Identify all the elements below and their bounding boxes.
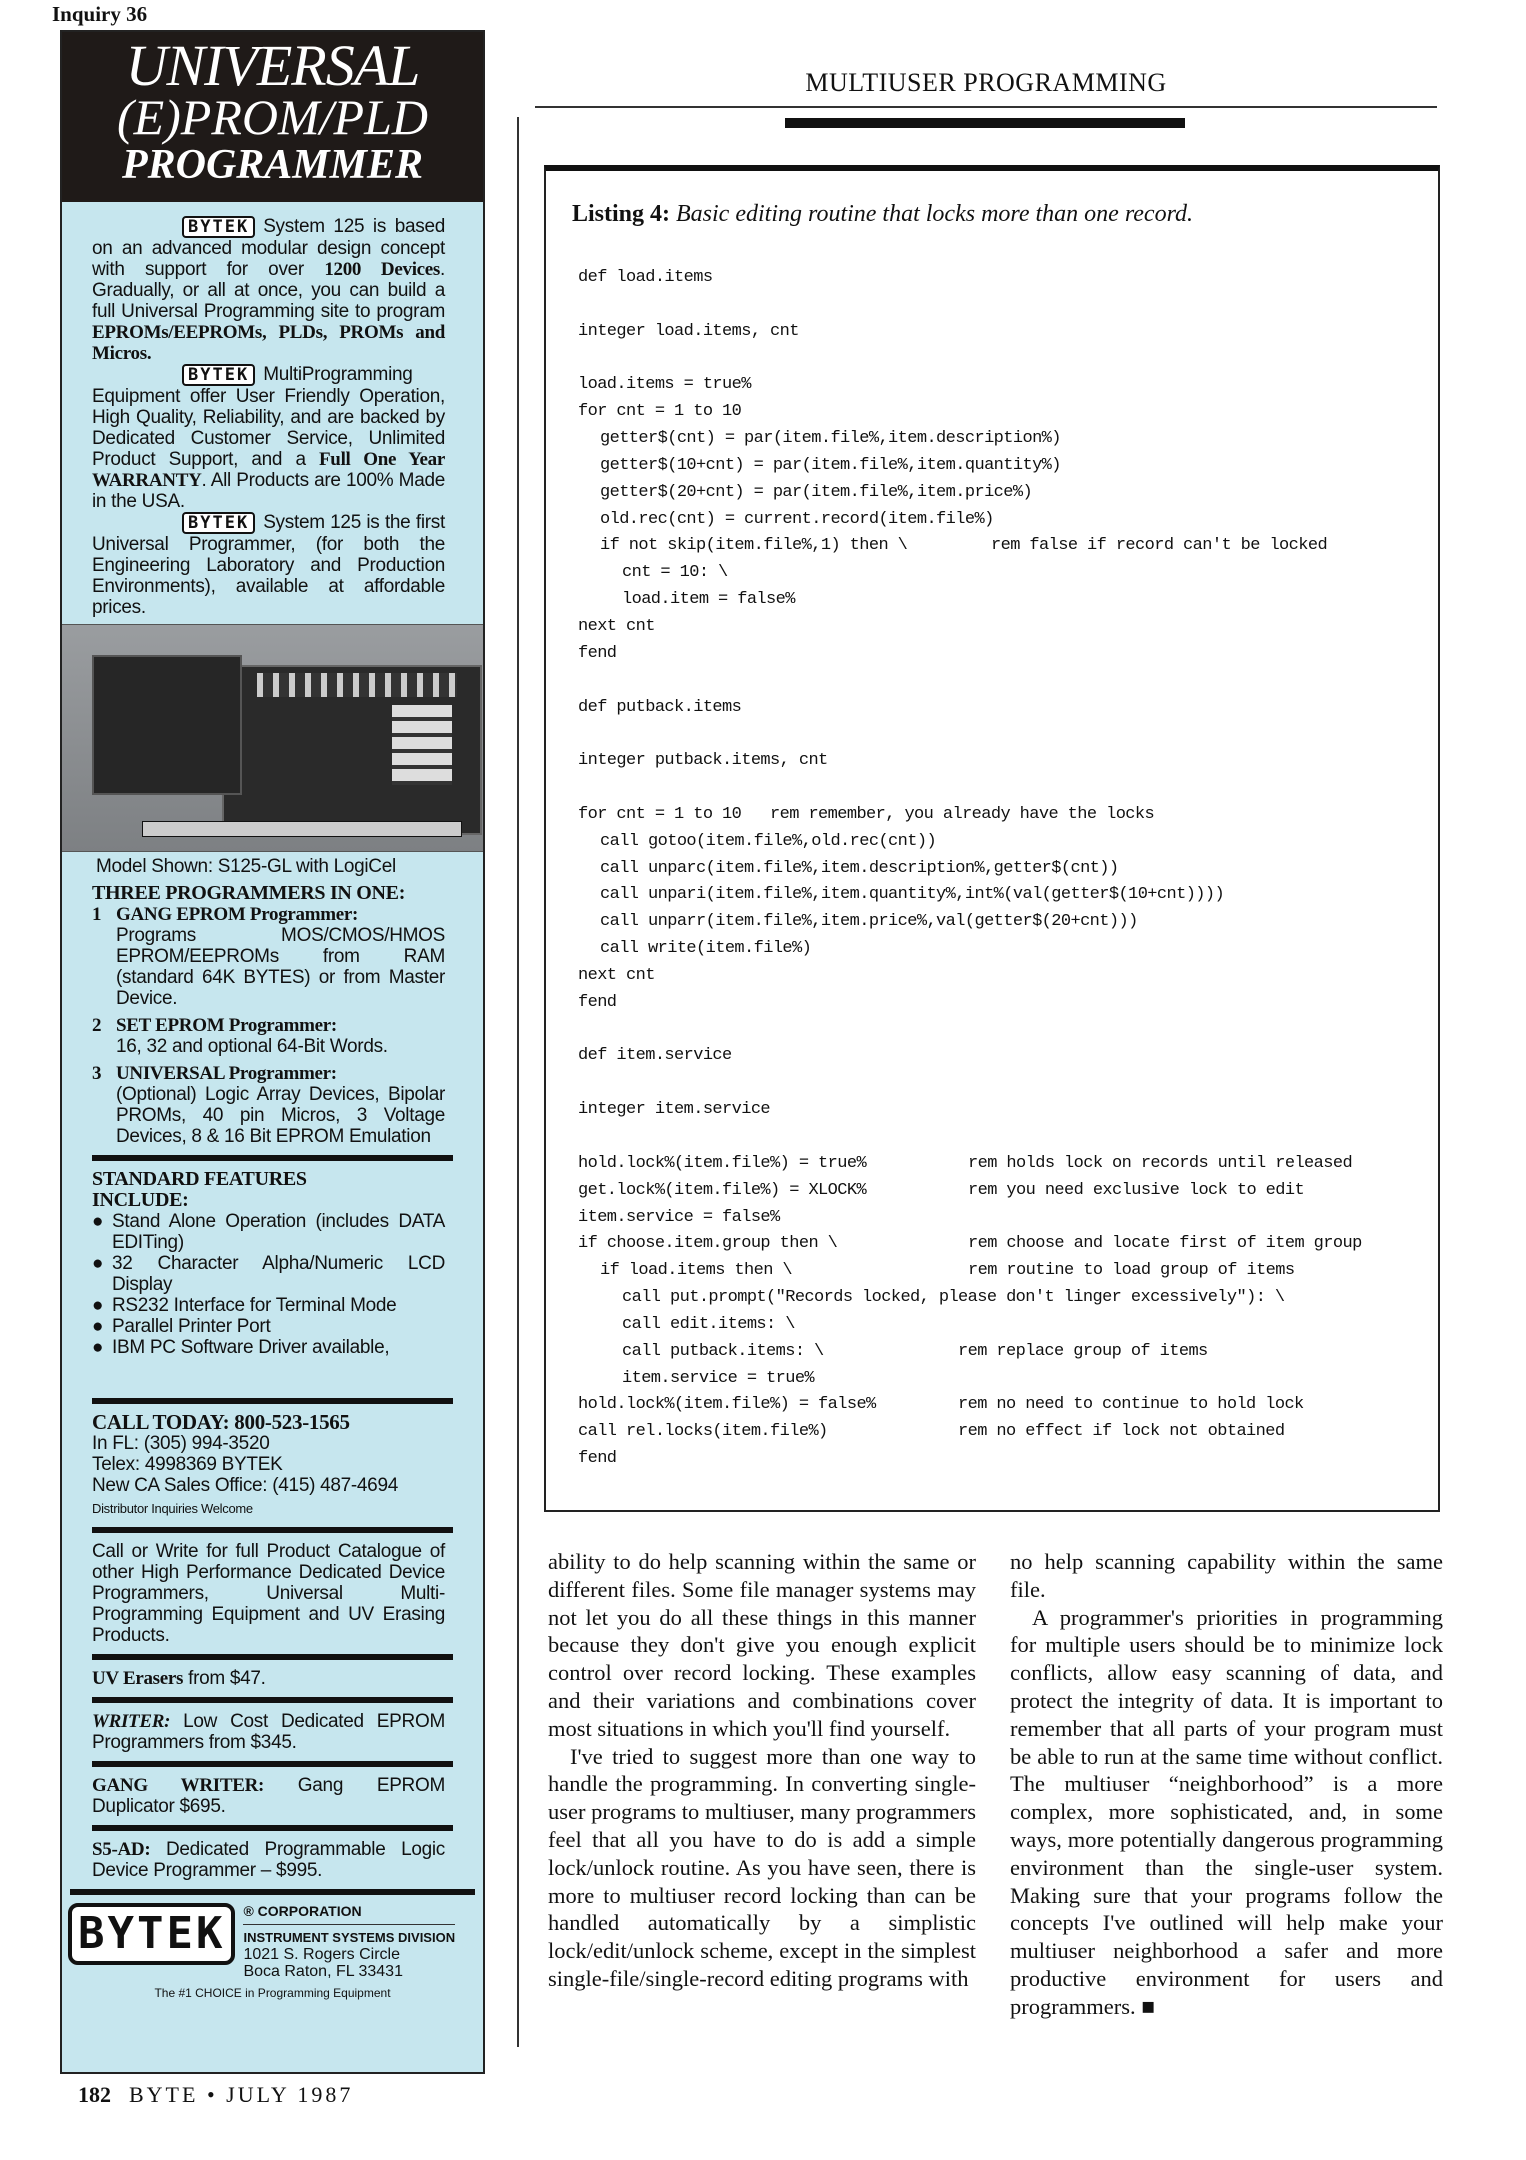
magazine-issue: BYTE • JULY 1987 xyxy=(129,2082,354,2107)
divider xyxy=(92,1697,453,1703)
feature-item xyxy=(92,1295,445,1316)
bytek-advertisement xyxy=(60,30,485,2074)
bullet-icon: ● xyxy=(92,1337,104,1358)
product-item xyxy=(62,1668,483,1689)
code-text: if load.items then \ xyxy=(600,1261,793,1281)
code-text: next cnt xyxy=(578,616,655,636)
code-text: call rel.locks(item.file%) xyxy=(578,1422,828,1442)
bytek-logo-small: BYTEK xyxy=(182,512,255,534)
product-photo xyxy=(62,624,483,852)
code-line xyxy=(578,560,1285,587)
product-item xyxy=(62,1839,483,1881)
code-text: fend xyxy=(578,1449,617,1469)
code-line xyxy=(578,1312,1285,1339)
code-text: call gotoo(item.file%,old.rec(cnt)) xyxy=(600,831,937,851)
code-line xyxy=(578,1043,1285,1070)
code-text: item.service = false% xyxy=(578,1207,780,1227)
code-line xyxy=(578,963,1285,990)
running-head: MULTIUSER PROGRAMMING xyxy=(805,68,1167,97)
code-line xyxy=(578,426,1285,453)
code-comment: rem replace group of items xyxy=(958,1341,1208,1361)
product-desc: Dedicated Programmable Logic Device Programmer – $995. xyxy=(92,1839,445,1881)
inquiry-number: Inquiry 36 xyxy=(52,2,148,26)
code-line xyxy=(578,748,1285,775)
code-line xyxy=(578,614,1285,641)
ad-headline xyxy=(62,32,483,202)
code-line xyxy=(578,775,1285,802)
code-text: getter$(10+cnt) = par(item.file%,item.quantity%) xyxy=(600,455,1061,475)
code-line xyxy=(578,641,1285,668)
headline-line: PROGRAMMER xyxy=(121,142,424,188)
contact-line: In FL: (305) 994-3520 xyxy=(92,1433,270,1454)
code-line xyxy=(578,1070,1285,1097)
contact-block xyxy=(62,1412,483,1519)
code-line xyxy=(578,721,1285,748)
code-text: for cnt = 1 to 10 xyxy=(578,402,742,422)
bullet-icon: ● xyxy=(92,1211,104,1232)
code-comment: rem false if record can't be locked xyxy=(991,536,1328,556)
code-line xyxy=(578,453,1285,480)
code-line xyxy=(578,1285,1285,1312)
divider xyxy=(92,1825,453,1831)
code-line xyxy=(578,1124,1285,1151)
code-line xyxy=(578,1339,1285,1366)
feature-text: RS232 Interface for Terminal Mode xyxy=(112,1295,397,1316)
code-line xyxy=(578,1205,1285,1232)
divider xyxy=(92,1654,453,1660)
code-line xyxy=(578,1419,1285,1446)
feature-item xyxy=(92,1253,445,1295)
bullet-icon: ● xyxy=(92,1253,104,1274)
item-number: 1 xyxy=(92,904,102,925)
listing-title: Listing 4: Basic editing routine that locks more than one record. xyxy=(572,201,1194,227)
bullet-icon: ● xyxy=(92,1295,104,1316)
product-item xyxy=(62,1711,483,1753)
code-line xyxy=(578,399,1285,426)
code-line xyxy=(578,507,1285,534)
model-caption: Model Shown: S125-GL with LogiCel xyxy=(96,856,396,877)
code-line xyxy=(578,1258,1295,1285)
page-number: 182 xyxy=(78,2082,111,2107)
divider xyxy=(92,1155,453,1161)
feature-item xyxy=(92,1337,445,1358)
product-desc: Gang EPROM Duplicator $695. xyxy=(92,1775,445,1817)
code-text: call put.prompt("Records locked, please don't linger excessively"): \ xyxy=(622,1288,1285,1308)
feature-text: IBM PC Software Driver available, xyxy=(112,1337,390,1358)
code-line xyxy=(578,1151,1353,1178)
code-text: getter$(20+cnt) = par(item.file%,item.price%) xyxy=(600,482,1033,502)
code-line xyxy=(578,265,1285,292)
body-paragraph: ability to do help scanning within the same or different files. Some file manager systems may not let you do all these things in this manner because they don't give you enough explicit control over record locking. These examples and their variations and combinations cover most situations in which you'll find yourself. xyxy=(548,1549,976,1741)
divider xyxy=(92,1761,453,1767)
code-text: for cnt = 1 to 10 rem remember, you already have the locks xyxy=(578,804,1155,824)
catalogue-text: Call or Write for full Product Catalogue of other High Performance Dedicated Device Programmers, Universal Multi-Programming Equipment and UV Erasing Products. xyxy=(92,1541,445,1646)
product-desc: Low Cost Dedicated EPROM Programmers from $345. xyxy=(92,1711,445,1753)
code-line xyxy=(578,533,1328,560)
code-text: integer load.items, cnt xyxy=(578,321,799,341)
code-line xyxy=(578,668,1285,695)
code-text: def item.service xyxy=(578,1046,732,1066)
code-line xyxy=(578,319,1285,346)
corporation-label: ® CORPORATION xyxy=(243,1903,362,1919)
headline-line: UNIVERSAL xyxy=(125,33,420,98)
header-rule xyxy=(535,106,1437,108)
code-comment: rem routine to load group of items xyxy=(968,1261,1295,1281)
code-comment: rem holds lock on records until released xyxy=(968,1153,1353,1173)
code-line xyxy=(578,1366,1285,1393)
body-paragraph: I've tried to suggest more than one way to handle the programming. In converting single-user programs to multiuser, many programmers feel that all you have to do is add a simple lock/unlock routine. As you have seen, there is more to multiuser record locking than can be handled automatically by a simplistic lock/edit/unlock scheme, except in the simplest single-file/single-record editing programs with xyxy=(548,1743,976,1991)
code-line xyxy=(578,990,1285,1017)
code-line xyxy=(578,695,1285,722)
code-text: getter$(cnt) = par(item.file%,item.description%) xyxy=(600,429,1061,449)
product-desc: from $47. xyxy=(183,1668,266,1689)
code-text: call edit.items: \ xyxy=(622,1314,795,1334)
product-name: GANG WRITER: xyxy=(92,1775,265,1796)
ad-paragraph-1: BYTEK System 125 is based on an advanced modular design concept with support for over 1200 Devices. Gradually, or all at once, you can build a full Universal Programming site to program EPROMs/EEPROMs, PLDs, PROMs and Micros. xyxy=(92,216,446,364)
features-title: STANDARD FEATURES INCLUDE: xyxy=(92,1168,307,1211)
code-text: next cnt xyxy=(578,965,655,985)
code-text: if choose.item.group then \ xyxy=(578,1234,838,1254)
item-body xyxy=(116,904,445,1009)
bytek-logo-small: BYTEK xyxy=(182,364,255,386)
product-item xyxy=(62,1775,483,1817)
call-today: CALL TODAY: 800-523-1565 xyxy=(92,1410,350,1434)
code-text: load.item = false% xyxy=(622,590,795,610)
product-name: S5-AD: xyxy=(92,1839,151,1860)
body-paragraph: no help scanning capability within the same file. xyxy=(1010,1549,1443,1602)
code-line xyxy=(578,1178,1305,1205)
code-text: hold.lock%(item.file%) = false% xyxy=(578,1395,876,1415)
code-text: call unpari(item.file%,item.quantity%,int%(val(getter$(10+cnt)))) xyxy=(600,885,1225,905)
feature-text: Stand Alone Operation (includes DATA EDITing) xyxy=(112,1211,445,1253)
feature-item xyxy=(92,1316,445,1337)
code-line xyxy=(578,1392,1304,1419)
code-text: item.service = true% xyxy=(622,1368,815,1388)
divider xyxy=(92,1527,453,1533)
product-list xyxy=(62,1654,483,1881)
code-line xyxy=(578,346,1285,373)
code-text: cnt = 10: \ xyxy=(622,563,728,583)
item-title: UNIVERSAL Programmer: xyxy=(116,1063,337,1084)
code-comment: rem choose and locate first of item group xyxy=(968,1234,1362,1254)
division-label: INSTRUMENT SYSTEMS DIVISION xyxy=(243,1924,455,1946)
bytek-logo: BYTEK xyxy=(68,1903,235,1965)
body-column-2 xyxy=(1010,1548,1443,2021)
product-name: UV Erasers xyxy=(92,1668,184,1689)
page-footer xyxy=(78,2082,353,2108)
code-text: load.items = true% xyxy=(578,375,751,395)
programmer-item xyxy=(92,1015,445,1057)
item-title: SET EPROM Programmer: xyxy=(116,1015,337,1036)
code-line xyxy=(578,856,1285,883)
item-body xyxy=(116,1015,388,1057)
code-text: call putback.items: \ xyxy=(622,1341,824,1361)
feature-text: 32 Character Alpha/Numeric LCD Display xyxy=(112,1253,445,1295)
code-line xyxy=(578,1097,1285,1124)
item-title: GANG EPROM Programmer: xyxy=(116,904,359,925)
code-line xyxy=(578,909,1285,936)
three-programmers-title: THREE PROGRAMMERS IN ONE: xyxy=(92,882,406,904)
body-paragraph: A programmer's priorities in programming for multiple users should be to minimize lock conflicts, allow easy scanning of data, and protect the integrity of data. It is important to remember that all parts of your program must be able to run at the same time without conflict. The multiuser “neighborhood” is a more complex, more sophisticated, and, in some ways, more potentially dangerous programming environment than the single-user system. Making sure that your programs follow the concepts I've outlined will help make your multiuser neighborhood a safer and more productive environment for users and programmers. ■ xyxy=(1010,1604,1443,2019)
code-line xyxy=(578,936,1285,963)
code-text: def load.items xyxy=(578,268,713,287)
address-line: 1021 S. Rogers Circle xyxy=(243,1946,400,1963)
tagline: The #1 CHOICE in Programming Equipment xyxy=(154,1986,391,2000)
contact-line: Telex: 4998369 BYTEK xyxy=(92,1454,283,1475)
bytek-corporate-block xyxy=(62,1895,483,1980)
item-number: 2 xyxy=(92,1015,102,1036)
code-line xyxy=(578,1446,1285,1473)
code-line xyxy=(578,480,1285,507)
feature-item xyxy=(92,1211,445,1253)
code-text: call write(item.file%) xyxy=(600,939,812,959)
product-name: WRITER: xyxy=(92,1711,171,1732)
code-text: hold.lock%(item.file%) = true% xyxy=(578,1153,867,1173)
code-text: fend xyxy=(578,643,617,663)
column-rule xyxy=(517,117,519,2047)
code-line xyxy=(578,372,1285,399)
code-line xyxy=(578,829,1285,856)
item-desc: 16, 32 and optional 64-Bit Words. xyxy=(116,1036,388,1057)
code-comment: rem no need to continue to hold lock xyxy=(958,1395,1304,1415)
code-text: if not skip(item.file%,1) then \ xyxy=(600,536,908,556)
item-desc: Programs MOS/CMOS/HMOS EPROM/EEPROMs from RAM (standard 64K BYTES) or from Master Device. xyxy=(116,925,445,1009)
bullet-icon: ● xyxy=(92,1316,104,1337)
item-desc: (Optional) Logic Array Devices, Bipolar PROMs, 40 pin Micros, 3 Voltage Devices, 8 & 16 Bit EPROM Emulation xyxy=(116,1084,445,1147)
item-number: 3 xyxy=(92,1063,102,1084)
header-bar xyxy=(785,118,1185,128)
code-text: fend xyxy=(578,992,617,1012)
features-list xyxy=(62,1211,483,1358)
programmer-item xyxy=(92,904,445,1009)
ad-paragraph-2: BYTEK MultiProgramming Equipment offer User Friendly Operation, High Quality, Reliability, and are backed by Dedicated Customer Service, Unlimited Product Support, and a Full One Year WARRANTY. All Products are 100% Made in the USA. xyxy=(92,364,445,512)
listing-code xyxy=(578,265,1362,1473)
code-text: call unparc(item.file%,item.description%,getter$(cnt)) xyxy=(600,858,1119,878)
address-line: Boca Raton, FL 33431 xyxy=(243,1963,403,1980)
feature-text: Parallel Printer Port xyxy=(112,1316,271,1337)
code-line xyxy=(578,587,1285,614)
code-line xyxy=(578,802,1285,829)
programmer-list xyxy=(62,904,483,1147)
code-text: integer putback.items, cnt xyxy=(578,751,828,771)
item-body xyxy=(116,1063,445,1147)
code-comment: rem you need exclusive lock to edit xyxy=(968,1180,1305,1200)
code-listing xyxy=(544,165,1440,1512)
bytek-logo-small: BYTEK xyxy=(182,216,255,238)
distributor-note: Distributor Inquiries Welcome xyxy=(92,1501,253,1516)
code-line xyxy=(578,292,1285,319)
ad-paragraph-3: BYTEK System 125 is the first Universal Programmer, (for both the Engineering Laboratory and Production Environments), available at affordable prices. xyxy=(92,512,445,618)
divider xyxy=(92,1398,453,1404)
contact-line: New CA Sales Office: (415) 487-4694 xyxy=(92,1475,398,1496)
code-text: call unparr(item.file%,item.price%,val(getter$(20+cnt))) xyxy=(600,912,1138,932)
code-text: old.rec(cnt) = current.record(item.file%) xyxy=(600,509,994,529)
code-comment: rem no effect if lock not obtained xyxy=(958,1422,1285,1442)
code-line xyxy=(578,1017,1285,1044)
headline-line: (E)PROM/PLD xyxy=(116,89,429,145)
code-line xyxy=(578,882,1285,909)
code-text: get.lock%(item.file%) = XLOCK% xyxy=(578,1180,867,1200)
programmer-item xyxy=(92,1063,445,1147)
code-line xyxy=(578,1231,1362,1258)
code-text: def putback.items xyxy=(578,697,742,717)
body-column-1 xyxy=(548,1548,976,1993)
code-text: integer item.service xyxy=(578,1100,771,1120)
